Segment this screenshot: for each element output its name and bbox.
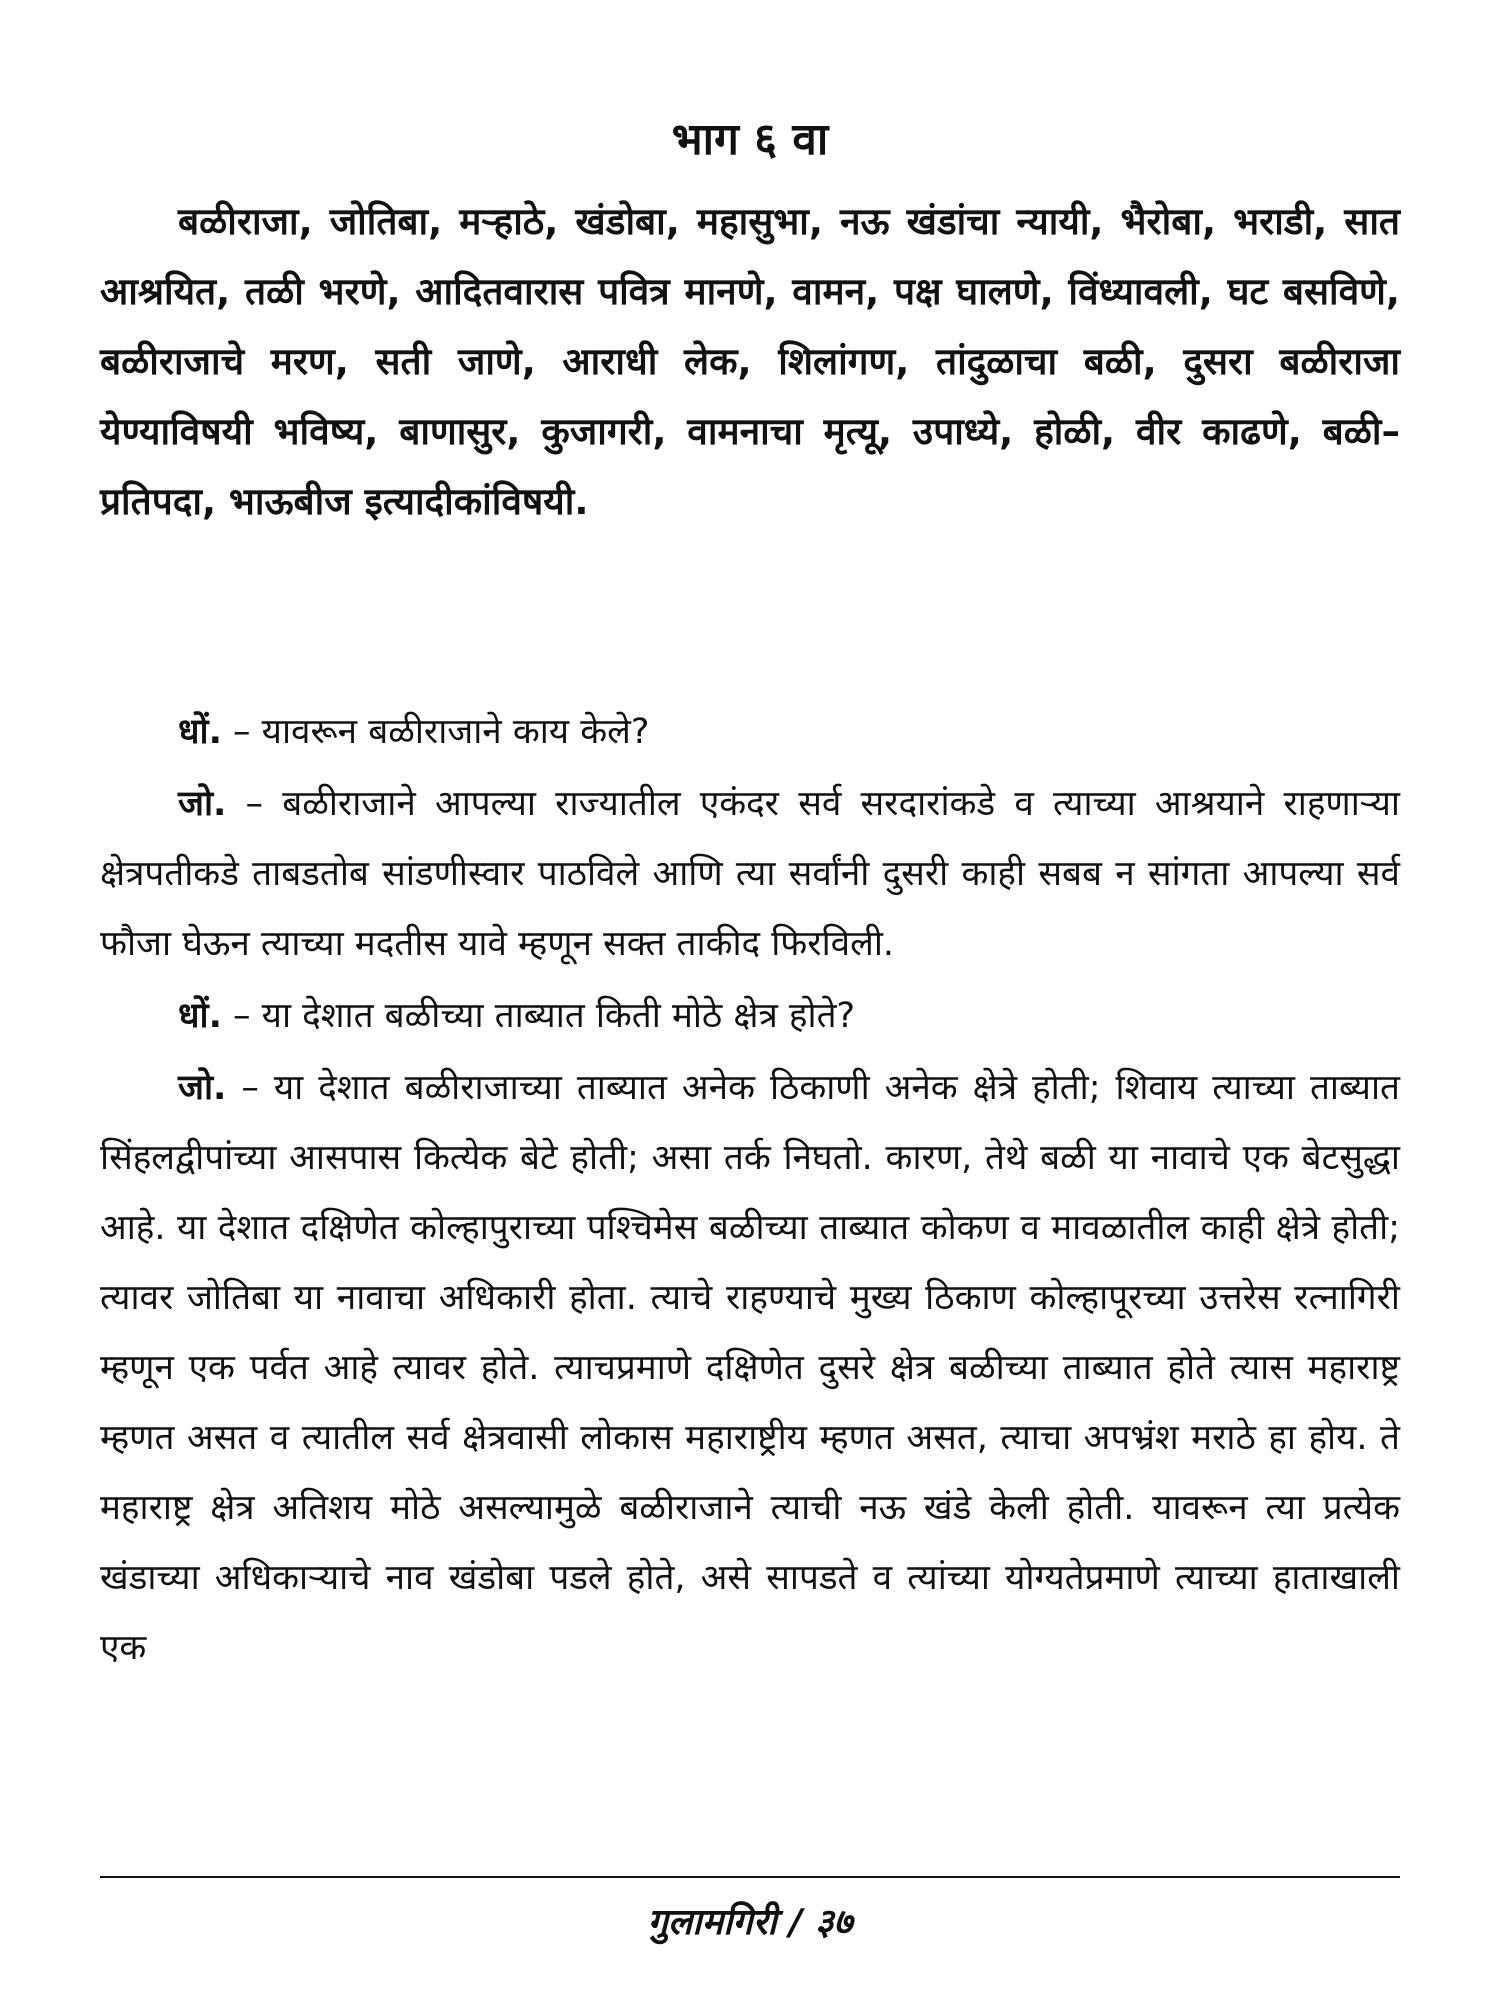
dialogue-paragraph bbox=[100, 981, 1400, 1051]
dialogue-text: – बळीराजाने आपल्या राज्यातील एकंदर सर्व सरदारांकडे व त्याच्या आश्रयाने राहणाऱ्या क्षेत्रपतीकडे ताबडतोब सांडणीस्वार पाठविले आणि त्या सर्वांनी दुसरी काही सबब न सांगता आपल्या सर्व फौजा घेऊन त्याच्या मदतीस यावे म्हणून सक्त ताकीद फिरविली. bbox=[100, 784, 1400, 964]
page-footer: गुलामगिरी / ३७ bbox=[647, 1902, 853, 1943]
speaker-label: धों. bbox=[178, 712, 222, 752]
dialogue-section bbox=[100, 697, 1400, 1685]
dialogue-paragraph bbox=[100, 1053, 1400, 1683]
dialogue-text: – या देशात बळीच्या ताब्यात किती मोठे क्षेत्र होते? bbox=[233, 996, 856, 1036]
dialogue-paragraph bbox=[100, 769, 1400, 979]
chapter-heading: भाग ६ वा bbox=[671, 114, 829, 165]
footer-divider bbox=[100, 1876, 1400, 1878]
speaker-label: जो. bbox=[178, 784, 227, 824]
dialogue-text: – यावरून बळीराजाने काय केले? bbox=[233, 712, 650, 752]
chapter-summary: बळीराजा, जोतिबा, मऱ्हाठे, खंडोबा, महासुभा, नऊ खंडांचा न्यायी, भैरोबा, भराडी, सात आश्रयित, तळी भरणे, आदितवारास पवित्र मानणे, वामन, पक्ष घालणे, विंध्यावली, घट बसविणे, बळीराजाचे मरण, सती जाणे, आराधी लेक, शिलांगण, तांदुळाचा बळी, दुसरा बळीराजा येण्याविषयी भविष्य, बाणासुर, कुजागरी, वामनाचा मृत्यू, उपाध्ये, होळी, वीर काढणे, बळी–प्रतिपदा, भाऊबीज इत्यादीकांविषयी. bbox=[100, 200, 1400, 523]
dialogue-text: – या देशात बळीराजाच्या ताब्यात अनेक ठिकाणी अनेक क्षेत्रे होती; शिवाय त्याच्या ताब्यात सिंहलद्वीपांच्या आसपास कित्येक बेटे होती; असा तर्क निघतो. कारण, तेथे बळी या नावाचे एक बेटसुद्धा आहे. या देशात दक्षिणेत कोल्हापुराच्या पश्चिमेस बळीच्या ताब्यात कोकण व मावळातील काही क्षेत्रे होती; त्यावर जोतिबा या नावाचा अधिकारी होता. त्याचे राहण्याचे मुख्य ठिकाण कोल्हापूरच्या उत्तरेस रत्नागिरी म्हणून एक पर्वत आहे त्यावर होते. त्याचप्रमाणे दक्षिणेत दुसरे क्षेत्र बळीच्या ताब्यात होते त्यास महाराष्ट्र म्हणत असत व त्यातील सर्व क्षेत्रवासी लोकास महाराष्ट्रीय म्हणत असत, त्याचा अपभ्रंश मराठे हा होय. ते महाराष्ट्र क्षेत्र अतिशय मोठे असल्यामुळे बळीराजाने त्याची नऊ खंडे केली होती. यावरून त्या प्रत्येक खंडाच्या अधिकाऱ्याचे नाव खंडोबा पडले होते, असे सापडते व त्यांच्या योग्यतेप्रमाणे त्याच्या हाताखाली एक bbox=[100, 1068, 1400, 1668]
speaker-label: जो. bbox=[178, 1068, 227, 1108]
speaker-label: धों. bbox=[178, 996, 222, 1036]
dialogue-paragraph bbox=[100, 697, 1400, 767]
